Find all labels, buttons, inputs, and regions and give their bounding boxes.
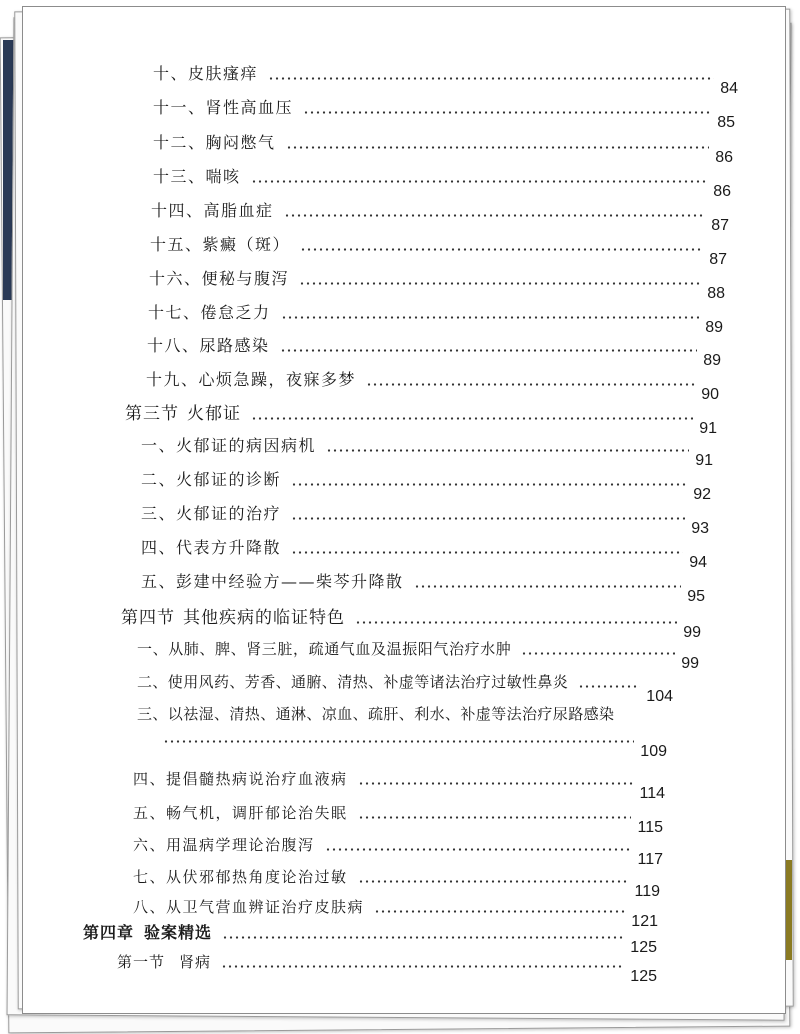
toc-entry-title: 十九、心烦急躁，夜寐多梦 (146, 370, 357, 389)
toc-entry (133, 866, 660, 900)
toc-section-heading (117, 951, 211, 976)
toc-entry (141, 535, 707, 571)
dot-leader (366, 383, 695, 386)
chapter-label: 第四章 (83, 923, 135, 942)
toc-entry (133, 802, 663, 836)
dot-leader (358, 782, 634, 785)
dot-leader (284, 214, 706, 217)
toc-entry-page: 89 (705, 319, 723, 336)
toc-page (22, 6, 786, 1014)
toc-entry-page: 114 (639, 785, 665, 802)
toc-entry (153, 95, 735, 131)
toc-entry-title: 一、火郁证的病因病机 (141, 436, 317, 455)
toc-entry-page: 104 (646, 688, 673, 705)
toc-entry (133, 896, 658, 930)
toc-section (121, 603, 701, 641)
toc-entry-page: 93 (691, 520, 709, 537)
toc-section-heading (121, 603, 345, 632)
section-title: 火郁证 (187, 404, 241, 424)
chapter-title: 验案精选 (144, 923, 213, 942)
toc-entry-title: 十四、高脂血症 (151, 201, 274, 220)
toc-entry-title: 三、以祛湿、清热、通淋、凉血、疏肝、利水、补虚等法治疗尿路感染 (137, 705, 615, 723)
toc-entry-page: 125 (630, 939, 657, 956)
dot-leader (251, 180, 708, 183)
toc-entry-title: 六、用温病学理论治腹泻 (133, 836, 315, 854)
toc-entry-title: 四、代表方升降散 (141, 538, 282, 557)
toc-entry-title: 十三、喘咳 (153, 167, 241, 186)
toc-entry-page: 87 (709, 251, 727, 268)
toc-entry (133, 768, 665, 802)
toc-entry (137, 671, 673, 705)
dot-leader (414, 585, 682, 588)
dot-leader (299, 282, 701, 285)
dot-leader (326, 449, 689, 452)
toc-entry-page: 125 (630, 968, 657, 985)
dot-leader (291, 551, 683, 554)
section-label: 第一节 (117, 953, 166, 971)
toc-entry-page: 109 (640, 743, 667, 760)
toc-section-heading (125, 399, 241, 428)
dot-leader (578, 685, 640, 688)
dot-leader (268, 77, 714, 80)
toc-chapter (83, 920, 657, 956)
dot-leader (303, 111, 711, 114)
toc-entry-title: 十七、倦怠乏力 (148, 303, 271, 322)
dot-leader (251, 417, 693, 420)
toc-entry-title: 二、使用风药、芳香、通腑、清热、补虚等诸法治疗过敏性鼻炎 (137, 673, 569, 691)
toc-entry-page: 84 (720, 80, 738, 97)
section-title: 其他疾病的临证特色 (183, 608, 345, 628)
toc-entry (146, 367, 719, 403)
toc-entry-page: 121 (631, 913, 658, 930)
toc-entry (153, 130, 733, 166)
toc-entry-title: 十二、胸闷憋气 (153, 133, 276, 152)
toc-entry (133, 834, 663, 868)
dot-leader (300, 248, 703, 251)
toc-entry-title: 十五、紫癜（斑） (150, 235, 291, 254)
toc-entry-page: 91 (699, 420, 717, 437)
dot-leader (325, 848, 632, 851)
toc-entry-title: 三、火郁证的治疗 (141, 504, 282, 523)
toc-entry (153, 61, 738, 97)
toc-entry-page: 117 (637, 851, 663, 868)
toc-entry-page: 92 (693, 486, 711, 503)
dot-leader (358, 816, 632, 819)
dot-leader (286, 146, 710, 149)
toc-entry (141, 501, 709, 537)
toc-chapter-heading (83, 920, 212, 947)
dot-leader (521, 652, 675, 655)
toc-entry (141, 569, 705, 605)
section-title: 肾病 (179, 953, 212, 971)
dot-leader (291, 483, 687, 486)
toc-entry-title: 四、提倡髓热病说治疗血液病 (133, 770, 348, 788)
toc-section (125, 399, 717, 437)
toc-entry (151, 198, 729, 234)
toc-entry-page: 85 (717, 114, 735, 131)
dot-leader (222, 936, 624, 939)
toc-entry-title: 十八、尿路感染 (147, 336, 270, 355)
toc-entry-page: 86 (713, 183, 731, 200)
dot-leader (291, 517, 685, 520)
toc-entry-continuation (163, 733, 667, 760)
toc-entry-page: 91 (695, 452, 713, 469)
toc-entry (137, 638, 699, 672)
toc-section (117, 951, 657, 985)
toc-entry-page: 87 (711, 217, 729, 234)
toc-entry-title: 十六、便秘与腹泻 (149, 269, 290, 288)
toc-entry-page: 94 (689, 554, 707, 571)
toc-entry-title: 七、从伏邪郁热角度论治过敏 (133, 868, 348, 886)
toc-entry-page: 115 (637, 819, 663, 836)
toc-entry-title: 二、火郁证的诊断 (141, 470, 282, 489)
toc-entry-title: 十一、肾性高血压 (153, 98, 294, 117)
toc-entry-page: 119 (634, 883, 660, 900)
dot-leader (280, 349, 698, 352)
dot-leader (281, 316, 700, 319)
dot-leader (221, 965, 624, 968)
dot-leader (355, 621, 677, 624)
toc-entry-title: 五、彭建中经验方——柴芩升降散 (141, 572, 404, 591)
section-label: 第四节 (121, 608, 175, 628)
dot-leader (358, 880, 629, 883)
dot-leader (163, 740, 634, 743)
toc-entry-title: 八、从卫气营血辨证治疗皮肤病 (133, 898, 365, 916)
toc-entry-title: 一、从肺、脾、肾三脏，疏通气血及温振阳气治疗水肿 (137, 640, 512, 658)
toc-entry-page: 86 (715, 149, 733, 166)
section-label: 第三节 (125, 404, 179, 424)
toc-entry-page: 99 (681, 655, 699, 672)
toc-entry-title: 十、皮肤瘙痒 (153, 64, 259, 83)
toc-entry (150, 232, 727, 268)
toc-entry-page: 89 (703, 352, 721, 369)
toc-entry (148, 300, 723, 336)
toc-entry-page: 99 (683, 624, 701, 641)
toc-entry (153, 164, 731, 200)
toc-entry-page: 90 (701, 386, 719, 403)
toc-entry-page: 95 (687, 588, 705, 605)
toc-entry (141, 467, 711, 503)
toc-entry (149, 266, 725, 302)
toc-entry (147, 333, 721, 369)
toc-entry-title: 五、畅气机，调肝郁论治失眠 (133, 804, 348, 822)
dot-leader (374, 910, 625, 913)
toc-entry (141, 433, 713, 469)
toc-entry-page: 88 (707, 285, 725, 302)
